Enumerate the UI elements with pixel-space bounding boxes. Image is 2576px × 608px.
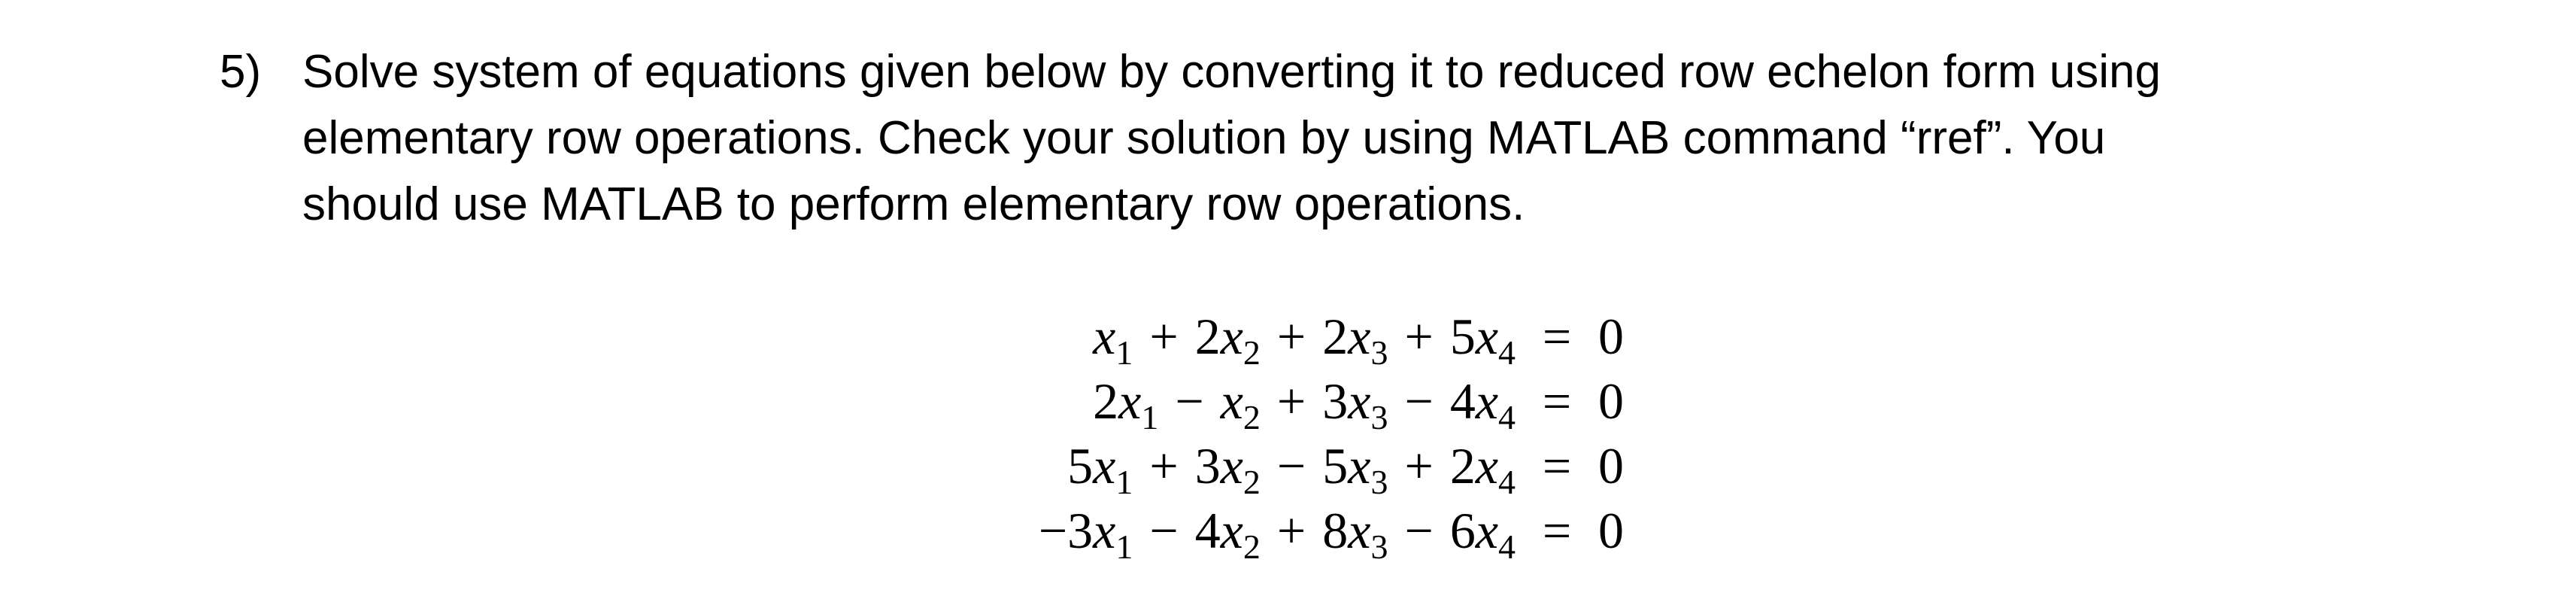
variable: x <box>1475 437 1498 494</box>
term <box>1449 437 1516 501</box>
problem-statement <box>220 39 2476 238</box>
variable: x <box>1475 372 1498 430</box>
subscript: 2 <box>1242 398 1261 436</box>
operator: − <box>1175 372 1204 430</box>
term <box>1220 372 1261 436</box>
equation-row-3 <box>978 433 1636 501</box>
term <box>1322 372 1388 436</box>
equation-rhs: 0 <box>1598 437 1624 494</box>
operator: − <box>1404 372 1434 430</box>
coefficient: 5 <box>1067 437 1094 494</box>
variable: x <box>1220 372 1243 430</box>
subscript: 1 <box>1115 333 1133 372</box>
operator: + <box>1276 308 1306 365</box>
problem-line-3: should use MATLAB to perform elementary row operations. <box>302 178 1525 230</box>
term <box>1093 308 1133 372</box>
variable: x <box>1475 502 1498 559</box>
subscript: 4 <box>1498 463 1516 501</box>
coefficient: 2 <box>1194 308 1221 365</box>
subscript: 4 <box>1498 333 1516 372</box>
term <box>1449 308 1516 372</box>
equation-lhs <box>1093 304 1516 372</box>
equals-sign: = <box>1542 437 1572 494</box>
term <box>1038 502 1133 566</box>
equation-row-4 <box>978 498 1636 566</box>
variable: x <box>1093 437 1116 494</box>
equation-lhs <box>1093 369 1516 436</box>
term <box>1322 502 1388 566</box>
term <box>1194 502 1261 566</box>
equals-sign: = <box>1542 372 1572 430</box>
coefficient: −3 <box>1038 502 1094 559</box>
operator: + <box>1149 437 1179 494</box>
term <box>1194 308 1261 372</box>
variable: x <box>1220 502 1243 559</box>
equals-sign: = <box>1542 308 1572 365</box>
operator: + <box>1404 308 1434 365</box>
problem-text <box>302 39 2476 238</box>
coefficient: 6 <box>1449 502 1476 559</box>
subscript: 2 <box>1242 527 1261 566</box>
operator: + <box>1149 308 1179 365</box>
equation-system <box>978 304 1730 566</box>
subscript: 2 <box>1242 463 1261 501</box>
subscript: 3 <box>1370 463 1388 501</box>
term <box>1093 372 1159 436</box>
equation-lhs <box>1038 498 1516 566</box>
equation-rhs: 0 <box>1598 372 1624 430</box>
coefficient: 2 <box>1449 437 1476 494</box>
problem-line-1: Solve system of equations given below by converting it to reduced row echelon form using <box>302 46 2162 98</box>
subscript: 3 <box>1370 527 1388 566</box>
equation-row-1 <box>978 304 1636 372</box>
coefficient: 2 <box>1322 308 1349 365</box>
coefficient: 2 <box>1093 372 1119 430</box>
equation-rhs: 0 <box>1598 502 1624 559</box>
term <box>1449 372 1516 436</box>
coefficient: 5 <box>1449 308 1476 365</box>
variable: x <box>1220 308 1243 365</box>
term <box>1449 502 1516 566</box>
equation-lhs <box>1067 433 1516 501</box>
coefficient: 3 <box>1322 372 1349 430</box>
subscript: 1 <box>1141 398 1159 436</box>
variable: x <box>1348 372 1371 430</box>
variable: x <box>1348 437 1371 494</box>
problem-line-2: elementary row operations. Check your solution by using MATLAB command “rref”. You <box>302 112 2106 164</box>
operator: − <box>1404 502 1434 559</box>
term <box>1194 437 1261 501</box>
operator: − <box>1149 502 1179 559</box>
variable: x <box>1348 502 1371 559</box>
subscript: 4 <box>1498 398 1516 436</box>
coefficient: 4 <box>1449 372 1476 430</box>
operator: + <box>1276 502 1306 559</box>
subscript: 1 <box>1115 463 1133 501</box>
variable: x <box>1348 308 1371 365</box>
variable: x <box>1118 372 1142 430</box>
subscript: 3 <box>1370 398 1388 436</box>
variable: x <box>1475 308 1498 365</box>
subscript: 4 <box>1498 527 1516 566</box>
coefficient: 8 <box>1322 502 1349 559</box>
coefficient: 5 <box>1322 437 1349 494</box>
problem-number: 5) <box>220 46 262 98</box>
coefficient: 3 <box>1194 437 1221 494</box>
equation-rhs: 0 <box>1598 308 1624 365</box>
term <box>1322 308 1388 372</box>
equation-row-2 <box>978 369 1636 436</box>
operator: + <box>1276 372 1306 430</box>
subscript: 1 <box>1115 527 1133 566</box>
variable: x <box>1220 437 1243 494</box>
subscript: 3 <box>1370 333 1388 372</box>
variable: x <box>1093 502 1116 559</box>
operator: + <box>1404 437 1434 494</box>
subscript: 2 <box>1242 333 1261 372</box>
variable: x <box>1093 308 1116 365</box>
operator: − <box>1276 437 1306 494</box>
coefficient: 4 <box>1194 502 1221 559</box>
term <box>1067 437 1133 501</box>
term <box>1322 437 1388 501</box>
equals-sign: = <box>1542 502 1572 559</box>
